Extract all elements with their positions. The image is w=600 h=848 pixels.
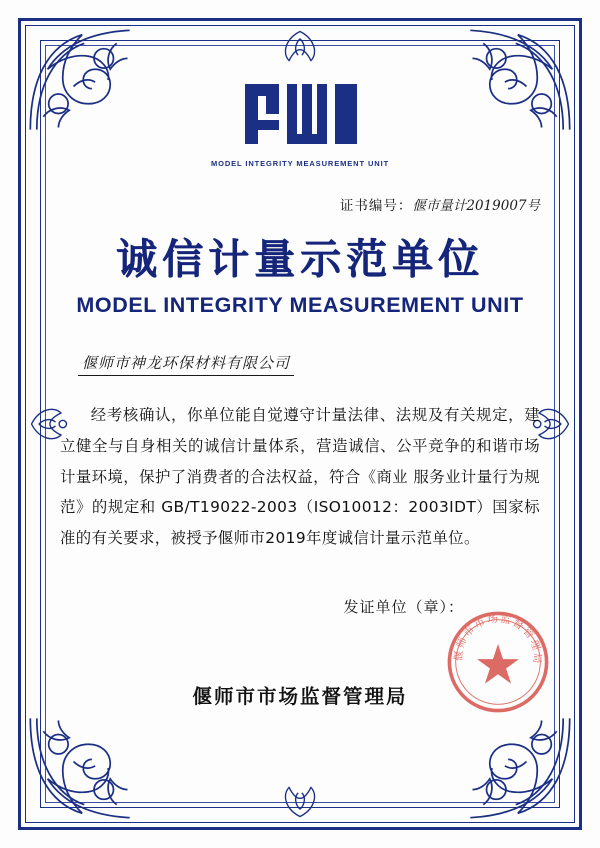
certificate-number-row	[60, 194, 540, 214]
svg-text:偃师市市场监督管理局: 偃师市市场监督管理局	[452, 612, 544, 666]
issuer-signature-line: 发证单位（章）：	[343, 598, 464, 617]
title-english: MODEL INTEGRITY MEASUREMENT UNIT	[76, 293, 524, 317]
issuer-organization-name: 偃师市市场监督管理局	[192, 685, 408, 709]
edge-ornament-bottom	[254, 782, 346, 822]
certificate-number-label: 证书编号：	[339, 198, 413, 214]
certificate-number-value: 偃市量计2019007号	[412, 198, 540, 214]
miu-monogram-icon	[225, 76, 375, 152]
recipient-name: 偃师市神龙环保材料有限公司	[78, 352, 294, 376]
logo-caption: MODEL INTEGRITY MEASUREMENT UNIT	[210, 159, 390, 168]
official-red-seal	[444, 608, 552, 716]
logo-block	[60, 60, 540, 168]
title-chinese: 诚信计量示范单位	[116, 235, 484, 283]
recipient-row	[60, 318, 540, 376]
certificate-body-text: 经考核确认，你单位能自觉遵守计量法律、法规及有关规定，建立健全与自身相关的诚信计量体系，营造诚信、公平竞争的和谐市场计量环境，保护了消费者的合法权益，符合《商业 服务业计量行为规范》的规定和 GB/T19022-2003（ISO10012：2003IDT）国家标准的有关要求，被授予偃师市2019年度诚信计量示范单位。	[60, 406, 540, 548]
